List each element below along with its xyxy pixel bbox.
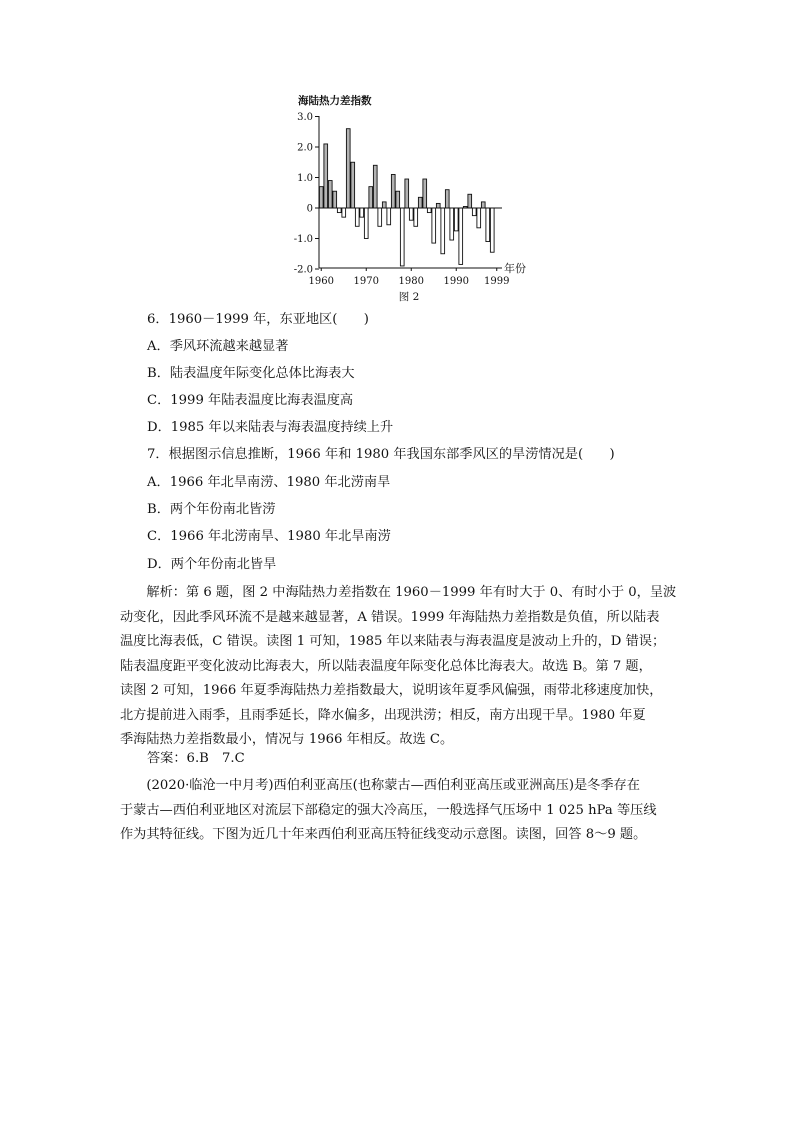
bar bbox=[355, 208, 359, 226]
sea-land-thermal-index-chart bbox=[288, 88, 538, 306]
answer-line: 答案：6.B 7.C bbox=[147, 751, 245, 766]
bar bbox=[369, 187, 373, 208]
bar bbox=[405, 179, 409, 208]
question-6-option-d: D．1985 年以来陆表与海表温度持续上升 bbox=[147, 420, 394, 435]
analysis-line: 北方提前进入雨季，且雨季延长，降水偏多，出现洪涝；相反，南方出现干旱。1980 年夏 bbox=[120, 707, 646, 723]
question-7-option-d: D．两个年份南北皆旱 bbox=[147, 557, 277, 572]
bar bbox=[342, 208, 346, 217]
bar bbox=[414, 208, 418, 226]
y-tick-label: -1.0 bbox=[293, 234, 313, 245]
bar bbox=[468, 194, 472, 208]
bar bbox=[319, 187, 323, 208]
x-tick-label: 1960 bbox=[308, 276, 334, 287]
bar bbox=[441, 208, 445, 254]
bar bbox=[423, 179, 427, 208]
bar bbox=[481, 202, 485, 208]
x-tick-label: 1980 bbox=[398, 276, 424, 287]
analysis-line: 温度比海表低，C 错误。读图 1 可知，1985 年以来陆表与海表温度是波动上升的，D 错误； bbox=[120, 634, 666, 649]
y-tick-label: 0 bbox=[306, 203, 313, 215]
bar bbox=[391, 174, 395, 208]
x-tick-label: 1990 bbox=[443, 276, 469, 287]
y-tick-label: 2.0 bbox=[297, 142, 313, 154]
bar bbox=[378, 208, 382, 226]
bar bbox=[490, 208, 494, 252]
bar bbox=[337, 208, 341, 213]
y-tick-label: -2.0 bbox=[293, 264, 313, 276]
analysis-line: 陆表温度距平变化波动比海表大，所以陆表温度年际变化总体比海表大。故选 B。第 7 题， bbox=[120, 658, 652, 674]
question-7-option-b: B．两个年份南北皆涝 bbox=[147, 502, 276, 517]
analysis-paragraph bbox=[120, 581, 677, 753]
bar bbox=[454, 208, 458, 231]
bar bbox=[387, 208, 391, 225]
chart-title: 海陆热力差指数 bbox=[298, 95, 372, 107]
intro-line: 作为其特征线。下图为近几十年来西伯利亚高压特征线变动示意图。读图，回答 8～9 题。 bbox=[120, 827, 647, 842]
bar bbox=[364, 208, 368, 239]
bar bbox=[459, 208, 463, 264]
x-tick-label: 1970 bbox=[353, 276, 379, 287]
bar bbox=[400, 208, 404, 266]
question-6-option-b: B．陆表温度年际变化总体比海表大 bbox=[147, 366, 355, 381]
bar bbox=[432, 208, 436, 243]
y-axis-ticks bbox=[294, 112, 319, 276]
question-7-stem: 7．根据图示信息推断，1966 年和 1980 年我国东部季风区的旱涝情况是( ) bbox=[147, 447, 615, 462]
bar bbox=[396, 191, 400, 208]
x-axis-ticks bbox=[309, 268, 510, 287]
y-tick-label: 3.0 bbox=[297, 112, 313, 123]
bar bbox=[477, 208, 481, 228]
intro-paragraph bbox=[120, 774, 670, 848]
bar bbox=[351, 162, 355, 208]
x-axis-label: 年份 bbox=[504, 262, 526, 275]
x-tick-label: 1999 bbox=[484, 276, 510, 287]
question-7-option-a: A．1966 年北旱南涝、1980 年北涝南旱 bbox=[147, 475, 391, 490]
bar bbox=[472, 208, 476, 216]
bar bbox=[409, 208, 413, 220]
bar bbox=[333, 191, 337, 208]
question-6-stem: 6．1960－1999 年，东亚地区( ) bbox=[147, 312, 369, 327]
analysis-line: 读图 2 可知，1966 年夏季海陆热力差指数最大，说明该年夏季风偏强，雨带北移速度加快， bbox=[120, 683, 663, 698]
bar bbox=[486, 208, 490, 242]
bar bbox=[360, 208, 364, 217]
analysis-line: 解析：第 6 题，图 2 中海陆热力差指数在 1960－1999 年有时大于 0、有时小于 0，呈波 bbox=[146, 585, 677, 600]
bar bbox=[373, 165, 377, 208]
question-6-option-c: C．1999 年陆表温度比海表温度高 bbox=[147, 393, 354, 408]
bar bbox=[328, 181, 332, 208]
bar bbox=[445, 190, 449, 208]
intro-line: (2020·临沧一中月考)西伯利亚高压(也称蒙古—西伯利亚高压或亚洲高压)是冬季存在 bbox=[146, 778, 640, 793]
bar bbox=[450, 208, 454, 240]
analysis-line: 季海陆热力差指数最小，情况与 1966 年相反。故选 C。 bbox=[120, 732, 454, 747]
analysis-line: 动变化，因此季风环流不是越来越显著，A 错误。1999 年海陆热力差指数是负值，所以陆表 bbox=[120, 609, 660, 625]
y-tick-label: 1.0 bbox=[297, 173, 313, 184]
bar bbox=[418, 197, 422, 208]
bar bbox=[346, 129, 350, 208]
bar bbox=[436, 203, 440, 208]
bar bbox=[427, 208, 431, 213]
intro-line: 于蒙古—西伯利亚地区对流层下部稳定的强大冷高压，一般选择气压场中 1 025 hPa 等压线 bbox=[120, 802, 657, 818]
bar bbox=[382, 202, 386, 208]
figure-caption: 图 2 bbox=[398, 291, 420, 303]
question-7-option-c: C．1966 年北涝南旱、1980 年北旱南涝 bbox=[147, 529, 391, 544]
question-6-option-a: A．季风环流越来越显著 bbox=[147, 339, 289, 354]
bars bbox=[319, 129, 494, 266]
bar bbox=[324, 144, 328, 208]
